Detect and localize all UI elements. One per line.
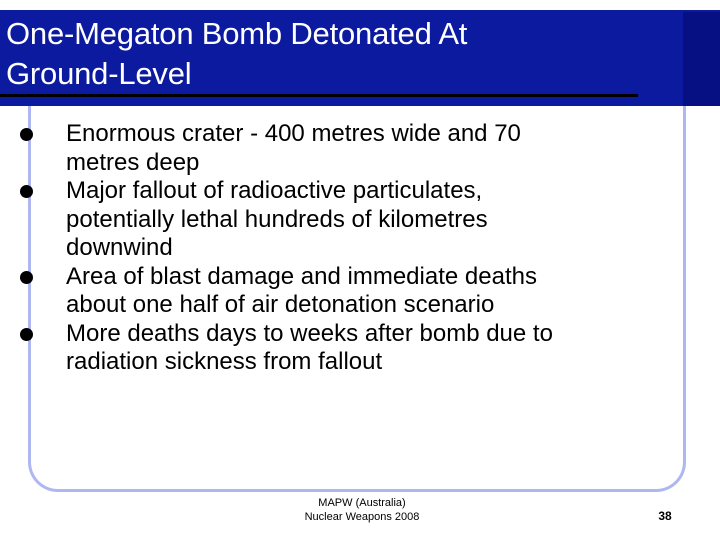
bullet-list	[0, 120, 720, 377]
bullet-dot-icon	[20, 271, 33, 284]
bullet-line: metres deep	[66, 148, 200, 176]
slide-footer	[272, 496, 452, 524]
bullet-item	[0, 177, 646, 263]
footer-line-2: Nuclear Weapons 2008	[304, 511, 420, 523]
bullet-dot-icon	[20, 185, 33, 198]
slide-title	[6, 14, 646, 94]
bullet-item	[0, 120, 646, 177]
bullet-line: Area of blast damage and immediate deaths	[66, 262, 537, 290]
bullet-line: about one half of air detonation scenario	[66, 291, 495, 318]
bullet-line: radiation sickness from fallout	[66, 348, 383, 375]
slide-number: 38	[658, 509, 672, 523]
bullet-item	[0, 320, 646, 377]
footer-line-1: MAPW (Australia)	[318, 497, 406, 509]
bullet-dot-icon	[20, 128, 33, 141]
bullet-dot-icon	[20, 328, 33, 341]
bullet-line: downwind	[66, 234, 173, 261]
bullet-line: More deaths days to weeks after bomb due to	[66, 319, 553, 347]
bullet-item	[0, 263, 646, 320]
slide-title-line-2: Ground-Level	[6, 56, 192, 91]
bullet-line: Enormous crater - 400 metres wide and 70	[66, 120, 521, 147]
bullet-line: potentially lethal hundreds of kilometres	[66, 205, 488, 233]
title-underline	[0, 94, 638, 97]
slide-title-line-1: One-Megaton Bomb Detonated At	[6, 16, 468, 51]
bullet-line: Major fallout of radioactive particulates,	[66, 177, 483, 204]
title-bar-accent	[683, 12, 720, 106]
